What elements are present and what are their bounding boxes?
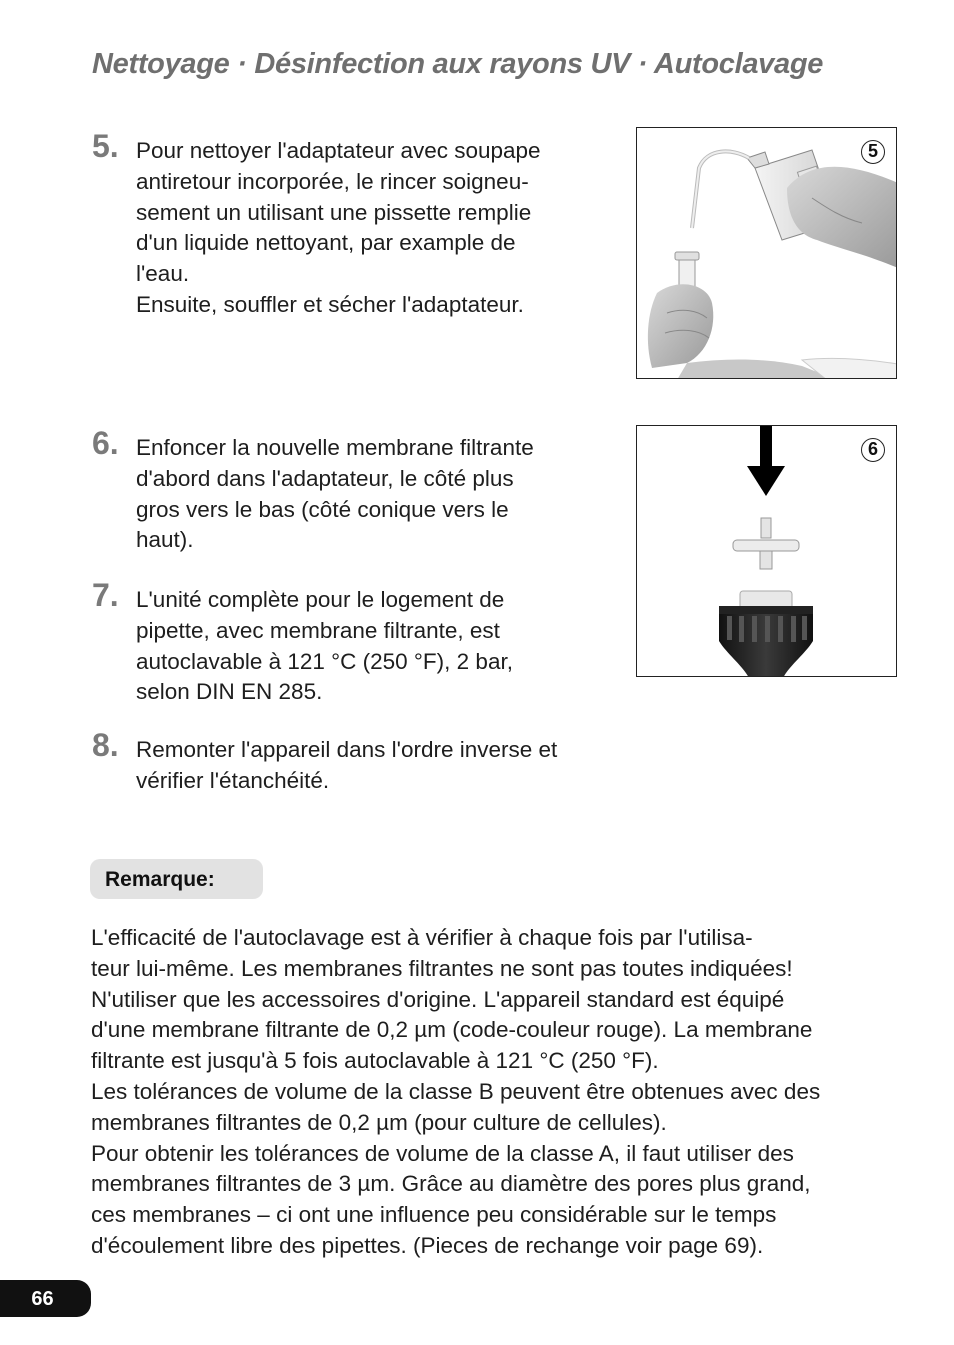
figure-number-badge: 6 xyxy=(861,438,885,462)
step-number: 8. xyxy=(92,727,119,763)
page-title: Nettoyage · Désinfection aux rayons UV · Autoclavage xyxy=(92,48,824,80)
remark-label: Remarque: xyxy=(90,859,263,899)
page-number: 66 xyxy=(0,1280,91,1317)
step-number: 5. xyxy=(92,128,119,164)
figure-5-wash-bottle xyxy=(636,127,897,379)
arrow-down-icon xyxy=(760,426,772,468)
step-text: L'unité complète pour le logement de pipette, avec membrane filtrante, est autoclavable à 121 °C (250 °F), 2 bar, selon DIN EN 285. xyxy=(136,587,513,705)
wash-bottle-illustration xyxy=(637,128,897,379)
step-text: Pour nettoyer l'adaptateur avec soupape antiretour incorporée, le rincer soigneu- sement un utilisant une pissette remplie d'un liquide nettoyant, par example de l'eau. Ensuite, souffler et sécher l'adaptateur. xyxy=(136,138,541,317)
remark-body: L'efficacité de l'autoclavage est à vérifier à chaque fois par l'utilisa- teur lui-même. Les membranes filtrantes ne sont pas toutes indiquées! N'utiliser que les accessoires d'origine. L'appareil standard est équipé d'une membrane filtrante de 0,2 µm (code-couleur rouge). La membrane filtrante est jusqu'à 5 fois autoclavable à 121 °C (250 °F). Les tolérances de volume de la classe B peuvent être obtenues avec des membranes filtrantes de 0,2 µm (pour culture de cellules). Pour obtenir les tolérances de volume de la classe A, il faut utiliser des membranes filtrantes de 3 µm. Grâce au diamètre des pores plus grand, ces membranes – ci ont une influence peu considérable sur le temps d'écoulement libre des pipettes. (Pieces de rechange voir page 69). xyxy=(91,925,821,1258)
step-text: Enfoncer la nouvelle membrane filtrante d'abord dans l'adaptateur, le côté plus gros vers le bas (côté conique vers le haut). xyxy=(136,435,534,553)
step-number: 7. xyxy=(92,577,119,613)
filter-assembly-illustration xyxy=(637,426,897,677)
figure-6-filter-assembly xyxy=(636,425,897,677)
figure-number-badge: 5 xyxy=(861,140,885,164)
step-text: Remonter l'appareil dans l'ordre inverse et vérifier l'étanchéité. xyxy=(136,737,558,793)
step-number: 6. xyxy=(92,425,119,461)
